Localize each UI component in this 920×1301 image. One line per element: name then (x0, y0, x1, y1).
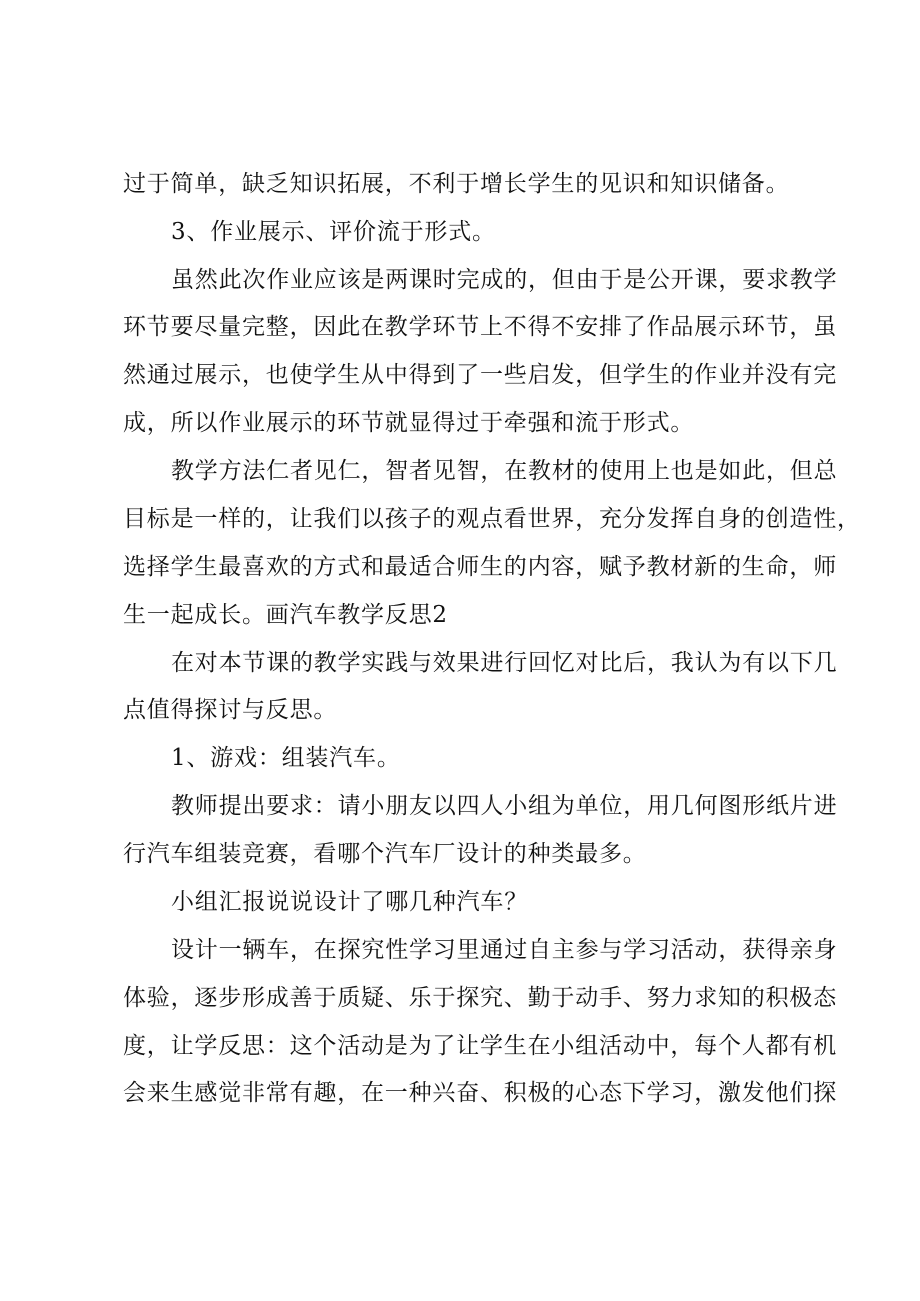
text-line: 生一起成长。画汽车教学反思2 (123, 602, 448, 628)
text-line: 然通过展示，也使学生从中得到了一些启发，但学生的作业并没有完 (123, 362, 837, 388)
text-line: 会来生感觉非常有趣，在一种兴奋、积极的心态下学习，激发他们探 (123, 1080, 837, 1106)
list-item-heading: 3、作业展示、评价流于形式。 (171, 219, 496, 245)
text-line: 行汽车组装竞赛，看哪个汽车厂设计的种类最多。 (123, 841, 647, 867)
list-item-heading: 1、游戏：组装汽车。 (171, 745, 401, 771)
text-line: 教学方法仁者见仁，智者见智，在教材的使用上也是如此，但总 (171, 458, 838, 484)
text-line: 在对本节课的教学实践与效果进行回忆对比后，我认为有以下几 (171, 650, 838, 676)
text-line: 教师提出要求：请小朋友以四人小组为单位，用几何图形纸片进 (171, 793, 838, 819)
text-line: 目标是一样的，让我们以孩子的观点看世界，充分发挥自身的创造性， (123, 506, 861, 532)
text-line: 点值得探讨与反思。 (123, 697, 338, 723)
text-line: 度，让学反思：这个活动是为了让学生在小组活动中，每个人都有机 (123, 1033, 837, 1059)
text-line: 环节要尽量完整，因此在教学环节上不得不安排了作品展示环节，虽 (123, 314, 837, 340)
text-line: 体验，逐步形成善于质疑、乐于探究、勤于动手、努力求知的积极态 (123, 985, 837, 1011)
text-line: 选择学生最喜欢的方式和最适合师生的内容，赋予教材新的生命，师 (123, 554, 837, 580)
text-line: 小组汇报说说设计了哪几种汽车？ (171, 889, 528, 915)
text-line: 虽然此次作业应该是两课时完成的，但由于是公开课，要求教学 (171, 267, 838, 293)
text-line: 成，所以作业展示的环节就显得过于牵强和流于形式。 (123, 410, 695, 436)
text-line: 过于简单，缺乏知识拓展，不利于增长学生的见识和知识储备。 (123, 171, 790, 197)
text-line: 设计一辆车，在探究性学习里通过自主参与学习活动，获得亲身 (171, 937, 838, 963)
